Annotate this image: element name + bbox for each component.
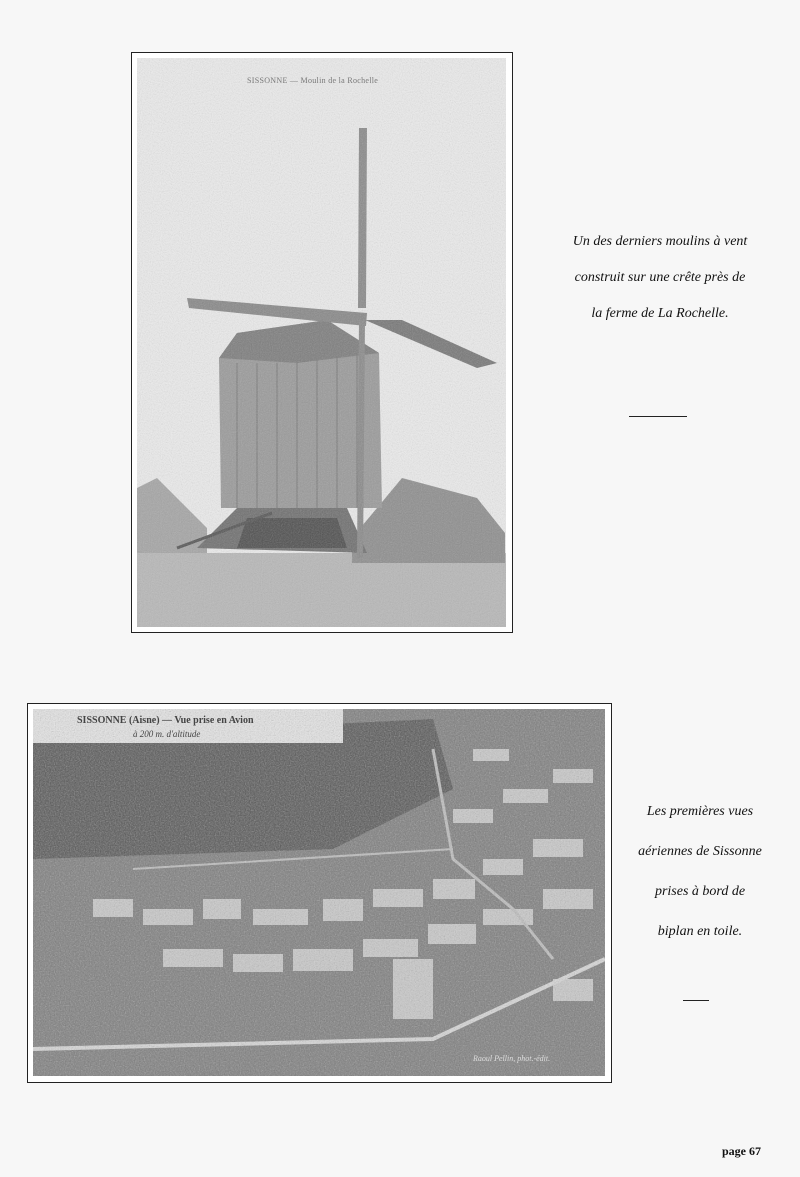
page-number: page 67 bbox=[722, 1144, 761, 1158]
windmill-illustration bbox=[137, 58, 506, 627]
postcard-caption-subtitle: à 200 m. d'altitude bbox=[133, 729, 201, 739]
description-line: la ferme de La Rochelle. bbox=[591, 306, 729, 321]
windmill-photo-frame bbox=[131, 52, 513, 633]
windmill-description bbox=[540, 224, 780, 332]
description-line: Les premières vues bbox=[646, 804, 754, 819]
postcard-caption: SISSONNE — Moulin de la Rochelle bbox=[247, 76, 379, 85]
aerial-photo bbox=[33, 709, 605, 1076]
windmill-photo bbox=[137, 58, 506, 627]
divider-rule bbox=[629, 416, 687, 417]
photographer-credit: Raoul Pellin, phot.-édit. bbox=[473, 1054, 551, 1063]
aerial-description bbox=[610, 792, 790, 952]
postcard-caption-title: SISSONNE (Aisne) — Vue prise en Avion bbox=[77, 715, 254, 726]
description-line: aériennes de Sissonne bbox=[638, 844, 762, 859]
description-line: construit sur une crête près de bbox=[574, 270, 746, 285]
description-line: prises à bord de bbox=[654, 884, 746, 899]
aerial-photo-frame bbox=[27, 703, 612, 1083]
aerial-illustration bbox=[33, 709, 605, 1076]
description-line: Un des derniers moulins à vent bbox=[572, 234, 748, 249]
divider-rule bbox=[683, 1000, 709, 1001]
description-line: biplan en toile. bbox=[657, 924, 743, 939]
